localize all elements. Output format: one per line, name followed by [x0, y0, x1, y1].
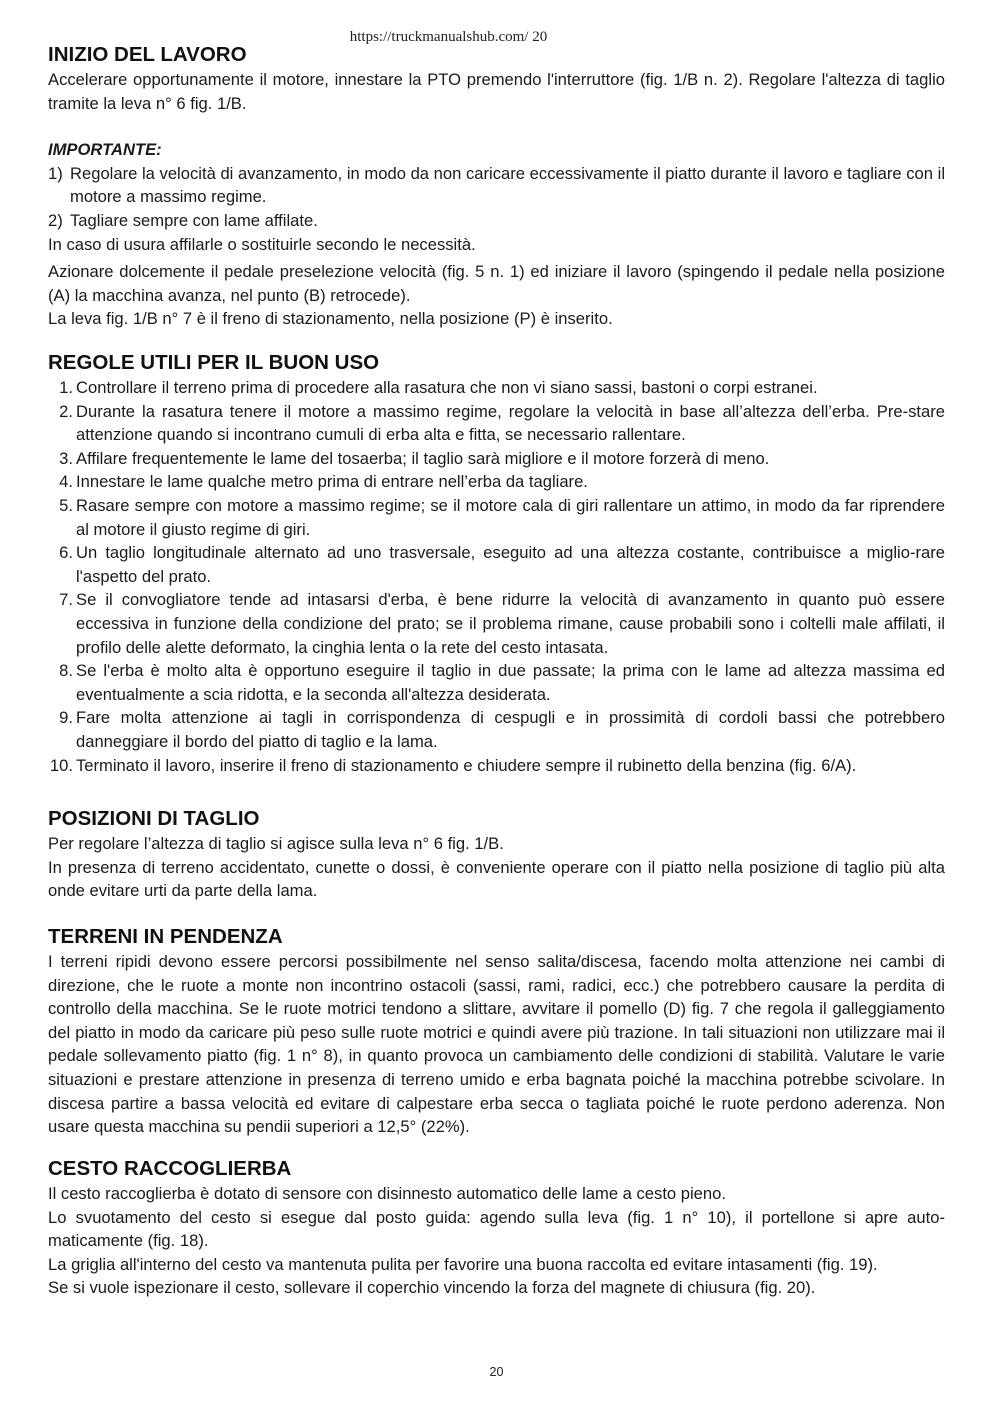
list-item: 6. Un taglio longitudinale alternato ad uno trasversale, eseguito ad una altezza costante, contribuisce a miglio-rare l'aspetto del prato. [59, 543, 945, 586]
section-cesto-raccoglierba [48, 1156, 945, 1300]
paragraph: La leva fig. 1/B n° 7 è il freno di stazionamento, nella posizione (P) è inserito. [48, 309, 613, 329]
list-item: 8. Se l'erba è molto alta è opportuno eseguire il taglio in due passate; la prima con le lame ad altezza massima ed eventualmente a scia ridotta, e la seconda all'altezza desiderata. [59, 661, 945, 704]
paragraph: La griglia all'interno del cesto va mantenuta pulita per favorire una buona raccolta ed evitare intasamenti (fig. 19). [48, 1254, 878, 1274]
list-item: 1. Controllare il terreno prima di procedere alla rasatura che non vi siano sassi, bastoni o corpi estranei. [59, 378, 818, 397]
paragraph: Lo svuotamento del cesto si esegue dal posto guida: agendo sulla leva (fig. 1 n° 10), il portellone si apre auto-maticamente (fig. 18). [48, 1207, 945, 1251]
list-item: 10. Terminato il lavoro, inserire il freno di stazionamento e chiudere sempre il rubinetto della benzina (fig. 6/A). [49, 755, 857, 775]
list-item: 3. Affilare frequentemente le lame del tosaerba; il taglio sarà migliore e il motore forzerà di meno. [59, 448, 770, 468]
section-terreni-in-pendenza [48, 924, 945, 1139]
section-regole-utili [48, 350, 945, 777]
list-item: 9. Fare molta attenzione ai tagli in corrispondenza di cespugli e in prossimità di cordoli bassi che potrebbero danneggiare il bordo del piatto di taglio e la lama. [59, 708, 945, 751]
important-label: IMPORTANTE: [48, 140, 162, 160]
paragraph: In presenza di terreno accidentato, cunette o dossi, è conveniente operare con il piatto nella posizione di taglio più alta onde evitare urti da parte della lama. [48, 857, 945, 901]
section-inizio-del-lavoro [48, 42, 945, 331]
section-title: CESTO RACCOGLIERBA [48, 1157, 292, 1180]
section-title: INIZIO DEL LAVORO [48, 43, 247, 66]
list-item: 7. Se il convogliatore tende ad intasarsi d'erba, è bene ridurre la velocità di avanzamento in quanto può essere eccessiva in funzione della condizione del prato; se il problema rimane, cause probabili sono i coltelli male affilati, il profilo delle alette deformato, la cinghia lenta o la rete del cesto intasata. [59, 590, 945, 657]
section-title: TERRENI IN PENDENZA [48, 925, 283, 948]
paragraph-intro: Accelerare opportunamente il motore, innestare la PTO premendo l'interruttore (fig. 1/B n. 2). Regolare l'altezza di taglio tramite la leva n° 6 fig. 1/B. [48, 70, 945, 113]
paragraph: Se si vuole ispezionare il cesto, sollevare il coperchio vincendo la forza del magnete di chiusura (fig. 20). [48, 1278, 816, 1298]
paragraph: In caso di usura affilarle o sostituirle secondo le necessità. [48, 234, 476, 254]
list-item: 2) Tagliare sempre con lame affilate. [48, 210, 318, 230]
section-title: POSIZIONI DI TAGLIO [48, 807, 260, 830]
list-item: 1) Regolare la velocità di avanzamento, in modo da non caricare eccessivamente il piatto durante il lavoro e tagliare con il motore a massimo regime. [48, 163, 945, 207]
page-number: 20 [489, 1365, 504, 1379]
list-item: 5. Rasare sempre con motore a massimo regime; se il motore cala di giri rallentare un attimo, in modo da far riprendere al motore il giusto regime di giri. [59, 495, 945, 539]
list-item: 2. Durante la rasatura tenere il motore a massimo regime, regolare la velocità in base all’altezza dell’erba. Pre-stare attenzione quando si incontrano cumuli di erba alta e fitta, se necessario rallentare. [59, 401, 945, 445]
paragraph: Per regolare l’altezza di taglio si agisce sulla leva n° 6 fig. 1/B. [48, 834, 504, 853]
rules-list [48, 376, 945, 777]
source-url: https://truckmanualshub.com/ 20 [349, 29, 548, 45]
section-posizioni-di-taglio [48, 806, 945, 903]
list-item: 4. Innestare le lame qualche metro prima di entrare nell’erba da tagliare. [59, 472, 588, 492]
paragraph: I terreni ripidi devono essere percorsi possibilmente nel senso salita/discesa, facendo molta attenzione nei cambi di direzione, che le ruote a monte non incontrino ostacoli (sassi, rami, radici, ecc.) che potrebbero causare la perdita di controllo della macchina. Se le ruote motrici tendono a slittare, avvitare il pomello (D) fig. 7 che regola il galleggiamento del piatto in modo da caricare più peso sulle ruote motrici e quindi avere più trazione. In tali situazioni non utilizzare mai il pedale sollevamento piatto (fig. 1 n° 8), in quanto provoca un cambiamento delle condizioni di stabilità. Valutare le varie situazioni e prestare attenzione in presenza di terreno umido e erba bagnata poiché la macchina potrebbe scivolare. In discesa partire a bassa velocità ed evitare di calpestare erba secca o tagliata poiché le ruote perdono aderenza. Non usare questa macchina su pendii superiori a 12,5° (22%). [48, 952, 945, 1137]
important-list [48, 162, 945, 233]
paragraph: Il cesto raccoglierba è dotato di sensore con disinnesto automatico delle lame a cesto pieno. [48, 1184, 726, 1203]
section-title: REGOLE UTILI PER IL BUON USO [48, 351, 380, 374]
paragraph: Azionare dolcemente il pedale preselezione velocità (fig. 5 n. 1) ed iniziare il lavoro (spingendo il pedale nella posizione (A) la macchina avanza, nel punto (B) retrocede). [48, 262, 945, 305]
